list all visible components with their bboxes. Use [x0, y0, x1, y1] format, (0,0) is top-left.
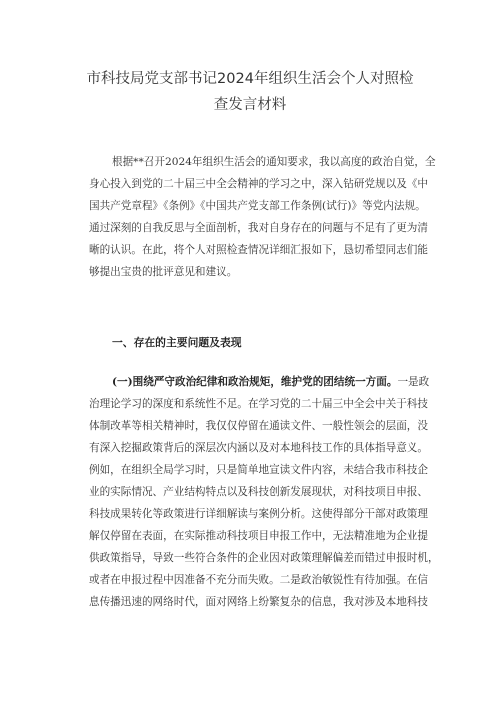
paragraph-line: 科技成果转化等政策进行详细解读与案例分析。这使得部分干部对政策理 — [89, 508, 428, 520]
paragraph-line: 晰的认识。在此，将个人对照检查情况详细汇报如下，恳切希望同志们能 — [89, 244, 428, 256]
paragraph-line: 业的实际情况、产业结构特点以及科技创新发展现状，对科技项目申报、 — [89, 486, 428, 498]
paragraph-line: 例如，在组织全局学习时，只是简单地宣读文件内容，未结合我市科技企 — [89, 464, 428, 476]
paragraph-line: 供政策指导，导致一些符合条件的企业因对政策理解偏差而错过申报时机， — [89, 552, 439, 564]
paragraph-line: 有深入挖掘政策背后的深层次内涵以及对本地科技工作的具体指导意义。 — [89, 442, 428, 454]
paragraph-line: 国共产党章程》《条例》《中国共产党支部工作条例(试行)》等党内法规。 — [89, 200, 426, 212]
paragraph-line: 或者在申报过程中因准备不充分而失败。二是政治敏锐性有待加强。在信 — [89, 574, 428, 586]
document-title-line-2: 查发言材料 — [213, 97, 287, 113]
paragraph-line: 治理论学习的深度和系统性不足。在学习党的二十届三中全会中关于科技 — [89, 398, 428, 410]
paragraph-line: 够提出宝贵的批评意见和建议。 — [89, 266, 238, 278]
paragraph-line-rest: 一是政 — [397, 376, 430, 388]
section-paragraph — [89, 371, 439, 613]
paragraph-first-line — [89, 371, 430, 393]
subsection-lead: (一)围绕严守政治纪律和政治规矩，维护党的团结统一方面。 — [112, 376, 398, 388]
paragraph-line: 根据**召开2024年组织生活会的通知要求，我以高度的政治自觉，全 — [112, 156, 436, 168]
paragraph-line: 体制改革等相关精神时，我仅仅停留在通读文件、一般性领会的层面，没 — [89, 420, 428, 432]
paragraph-line: 解仅停留在表面，在实际推动科技项目申报工作中，无法精准地为企业提 — [89, 530, 428, 542]
document-title-line-1: 市科技局党支部书记2024年组织生活会个人对照检 — [86, 71, 414, 87]
section-heading: 一、存在的主要问题及表现 — [112, 336, 242, 349]
paragraph-line: 通过深刻的自我反思与全面剖析，我对自身存在的问题与不足有了更为清 — [89, 222, 428, 234]
paragraph-line: 身心投入到党的二十届三中全会精神的学习之中，深入钻研党规以及《中 — [89, 178, 428, 190]
intro-paragraph — [89, 151, 436, 283]
paragraph-line: 息传播迅速的网络时代，面对网络上纷繁复杂的信息，我对涉及本地科技 — [89, 596, 428, 608]
